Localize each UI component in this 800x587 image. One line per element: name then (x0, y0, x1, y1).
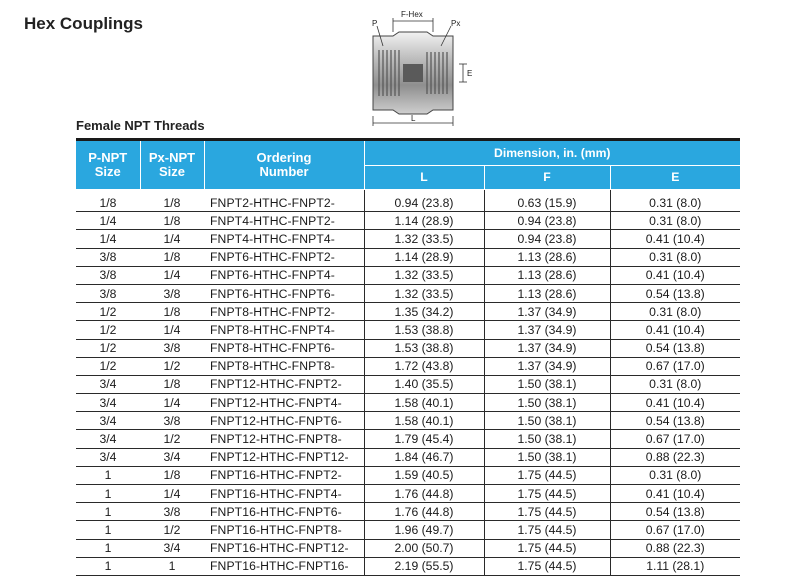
dimension-f-cell: 1.75 (44.5) (484, 466, 610, 484)
label-l: L (411, 114, 416, 123)
ordering-number-cell: FNPT2-HTHC-FNPT2- (204, 190, 364, 212)
table-row (76, 357, 740, 375)
p-npt-size-cell: 1/2 (76, 339, 140, 357)
header-e: E (610, 166, 740, 190)
header-p-npt-size: P-NPT Size (76, 140, 140, 190)
dimension-e-cell: 0.88 (22.3) (610, 448, 740, 466)
table-row (76, 212, 740, 230)
p-npt-size-cell: 1/4 (76, 230, 140, 248)
table-row (76, 521, 740, 539)
px-npt-size-cell: 3/8 (140, 412, 204, 430)
dimension-l-cell: 1.58 (40.1) (364, 394, 484, 412)
dimension-e-cell: 0.31 (8.0) (610, 466, 740, 484)
p-npt-size-cell: 1 (76, 485, 140, 503)
px-npt-size-cell: 1/2 (140, 521, 204, 539)
dimension-e-cell: 0.31 (8.0) (610, 375, 740, 393)
px-npt-size-cell: 1/4 (140, 266, 204, 284)
px-npt-size-cell: 1/4 (140, 485, 204, 503)
table-row (76, 321, 740, 339)
ordering-number-cell: FNPT6-HTHC-FNPT2- (204, 248, 364, 266)
dimension-f-cell: 1.75 (44.5) (484, 503, 610, 521)
px-npt-size-cell: 3/4 (140, 448, 204, 466)
px-npt-size-cell: 1/4 (140, 230, 204, 248)
dimension-f-cell: 1.50 (38.1) (484, 448, 610, 466)
ordering-number-cell: FNPT16-HTHC-FNPT2- (204, 466, 364, 484)
dimension-f-cell: 1.50 (38.1) (484, 394, 610, 412)
table-row (76, 375, 740, 393)
p-npt-size-cell: 1 (76, 466, 140, 484)
p-npt-size-cell: 1 (76, 557, 140, 575)
dimension-e-cell: 1.11 (28.1) (610, 557, 740, 575)
ordering-number-cell: FNPT6-HTHC-FNPT4- (204, 266, 364, 284)
px-npt-size-cell: 3/8 (140, 339, 204, 357)
px-npt-size-cell: 1/2 (140, 430, 204, 448)
dimension-e-cell: 0.31 (8.0) (610, 303, 740, 321)
px-npt-size-cell: 1/8 (140, 248, 204, 266)
label-p: P (372, 19, 378, 28)
px-npt-size-cell: 3/8 (140, 284, 204, 302)
dimension-e-cell: 0.67 (17.0) (610, 521, 740, 539)
ordering-number-cell: FNPT16-HTHC-FNPT8- (204, 521, 364, 539)
dimension-f-cell: 1.13 (28.6) (484, 284, 610, 302)
dimension-l-cell: 1.32 (33.5) (364, 230, 484, 248)
dimension-f-cell: 1.75 (44.5) (484, 521, 610, 539)
dimension-l-cell: 1.53 (38.8) (364, 339, 484, 357)
p-npt-size-cell: 1/2 (76, 303, 140, 321)
label-px: Px (451, 19, 461, 28)
specifications-table (76, 138, 740, 576)
table-row (76, 448, 740, 466)
dimension-e-cell: 0.31 (8.0) (610, 248, 740, 266)
p-npt-size-cell: 1/2 (76, 357, 140, 375)
dimension-f-cell: 1.37 (34.9) (484, 339, 610, 357)
p-npt-size-cell: 1/4 (76, 212, 140, 230)
ordering-number-cell: FNPT4-HTHC-FNPT4- (204, 230, 364, 248)
dimension-e-cell: 0.67 (17.0) (610, 430, 740, 448)
table-row (76, 430, 740, 448)
dimension-l-cell: 1.72 (43.8) (364, 357, 484, 375)
table-row (76, 485, 740, 503)
dimension-l-cell: 1.40 (35.5) (364, 375, 484, 393)
table-row (76, 303, 740, 321)
dimension-l-cell: 2.00 (50.7) (364, 539, 484, 557)
dimension-l-cell: 1.32 (33.5) (364, 284, 484, 302)
table-row (76, 557, 740, 575)
dimension-e-cell: 0.54 (13.8) (610, 503, 740, 521)
table-row (76, 230, 740, 248)
dimension-l-cell: 1.59 (40.5) (364, 466, 484, 484)
ordering-number-cell: FNPT12-HTHC-FNPT4- (204, 394, 364, 412)
dimension-e-cell: 0.88 (22.3) (610, 539, 740, 557)
px-npt-size-cell: 1/8 (140, 212, 204, 230)
px-npt-size-cell: 3/4 (140, 539, 204, 557)
px-npt-size-cell: 1/8 (140, 190, 204, 212)
dimension-l-cell: 1.79 (45.4) (364, 430, 484, 448)
p-npt-size-cell: 3/8 (76, 248, 140, 266)
px-npt-size-cell: 1 (140, 557, 204, 575)
p-npt-size-cell: 1/2 (76, 321, 140, 339)
header-dimension: Dimension, in. (mm) (364, 140, 740, 166)
p-npt-size-cell: 1 (76, 539, 140, 557)
ordering-number-cell: FNPT8-HTHC-FNPT6- (204, 339, 364, 357)
ordering-number-cell: FNPT16-HTHC-FNPT6- (204, 503, 364, 521)
dimension-e-cell: 0.54 (13.8) (610, 412, 740, 430)
px-npt-size-cell: 1/8 (140, 375, 204, 393)
ordering-number-cell: FNPT16-HTHC-FNPT12- (204, 539, 364, 557)
dimension-l-cell: 1.76 (44.8) (364, 485, 484, 503)
dimension-f-cell: 0.94 (23.8) (484, 230, 610, 248)
dimension-f-cell: 1.75 (44.5) (484, 539, 610, 557)
dimension-f-cell: 1.37 (34.9) (484, 303, 610, 321)
dimension-f-cell: 1.13 (28.6) (484, 266, 610, 284)
section-subtitle: Female NPT Threads (76, 118, 205, 133)
ordering-number-cell: FNPT8-HTHC-FNPT2- (204, 303, 364, 321)
dimension-f-cell: 1.37 (34.9) (484, 357, 610, 375)
dimension-l-cell: 1.35 (34.2) (364, 303, 484, 321)
ordering-number-cell: FNPT6-HTHC-FNPT6- (204, 284, 364, 302)
p-npt-size-cell: 1 (76, 503, 140, 521)
dimension-l-cell: 1.84 (46.7) (364, 448, 484, 466)
dimension-e-cell: 0.67 (17.0) (610, 357, 740, 375)
table-row (76, 412, 740, 430)
p-npt-size-cell: 3/8 (76, 266, 140, 284)
p-npt-size-cell: 3/4 (76, 430, 140, 448)
dimension-f-cell: 1.50 (38.1) (484, 375, 610, 393)
px-npt-size-cell: 1/8 (140, 466, 204, 484)
dimension-f-cell: 0.63 (15.9) (484, 190, 610, 212)
dimension-e-cell: 0.31 (8.0) (610, 212, 740, 230)
dimension-f-cell: 1.75 (44.5) (484, 485, 610, 503)
px-npt-size-cell: 1/2 (140, 357, 204, 375)
p-npt-size-cell: 1 (76, 521, 140, 539)
header-ordering-number: Ordering Number (204, 140, 364, 190)
dimension-f-cell: 1.37 (34.9) (484, 321, 610, 339)
px-npt-size-cell: 3/8 (140, 503, 204, 521)
dimension-e-cell: 0.54 (13.8) (610, 339, 740, 357)
p-npt-size-cell: 3/4 (76, 394, 140, 412)
dimension-e-cell: 0.41 (10.4) (610, 321, 740, 339)
ordering-number-cell: FNPT4-HTHC-FNPT2- (204, 212, 364, 230)
table-row (76, 190, 740, 212)
coupling-diagram (355, 6, 485, 128)
dimension-e-cell: 0.54 (13.8) (610, 284, 740, 302)
dimension-l-cell: 1.96 (49.7) (364, 521, 484, 539)
table-row (76, 466, 740, 484)
ordering-number-cell: FNPT8-HTHC-FNPT8- (204, 357, 364, 375)
ordering-number-cell: FNPT16-HTHC-FNPT4- (204, 485, 364, 503)
dimension-l-cell: 1.53 (38.8) (364, 321, 484, 339)
table-row (76, 284, 740, 302)
dimension-e-cell: 0.41 (10.4) (610, 394, 740, 412)
dimension-l-cell: 1.14 (28.9) (364, 212, 484, 230)
dimension-f-cell: 1.13 (28.6) (484, 248, 610, 266)
table-row (76, 339, 740, 357)
header-f: F (484, 166, 610, 190)
ordering-number-cell: FNPT12-HTHC-FNPT6- (204, 412, 364, 430)
header-l: L (364, 166, 484, 190)
dimension-e-cell: 0.41 (10.4) (610, 266, 740, 284)
ordering-number-cell: FNPT12-HTHC-FNPT12- (204, 448, 364, 466)
table-row (76, 394, 740, 412)
dimension-l-cell: 2.19 (55.5) (364, 557, 484, 575)
p-npt-size-cell: 3/8 (76, 284, 140, 302)
table-row (76, 248, 740, 266)
dimension-l-cell: 1.32 (33.5) (364, 266, 484, 284)
table-row (76, 539, 740, 557)
ordering-number-cell: FNPT8-HTHC-FNPT4- (204, 321, 364, 339)
p-npt-size-cell: 3/4 (76, 448, 140, 466)
ordering-number-cell: FNPT12-HTHC-FNPT2- (204, 375, 364, 393)
dimension-e-cell: 0.41 (10.4) (610, 485, 740, 503)
px-npt-size-cell: 1/4 (140, 321, 204, 339)
label-f-hex: F-Hex (401, 10, 423, 19)
dimension-f-cell: 1.75 (44.5) (484, 557, 610, 575)
dimension-f-cell: 1.50 (38.1) (484, 412, 610, 430)
dimension-f-cell: 1.50 (38.1) (484, 430, 610, 448)
dimension-f-cell: 0.94 (23.8) (484, 212, 610, 230)
dimension-l-cell: 0.94 (23.8) (364, 190, 484, 212)
dimension-l-cell: 1.58 (40.1) (364, 412, 484, 430)
px-npt-size-cell: 1/4 (140, 394, 204, 412)
table-row (76, 266, 740, 284)
dimension-e-cell: 0.41 (10.4) (610, 230, 740, 248)
p-npt-size-cell: 3/4 (76, 412, 140, 430)
p-npt-size-cell: 3/4 (76, 375, 140, 393)
table-row (76, 503, 740, 521)
dimension-e-cell: 0.31 (8.0) (610, 190, 740, 212)
label-e: E (467, 69, 473, 78)
px-npt-size-cell: 1/8 (140, 303, 204, 321)
dimension-l-cell: 1.14 (28.9) (364, 248, 484, 266)
page-title: Hex Couplings (24, 14, 144, 33)
p-npt-size-cell: 1/8 (76, 190, 140, 212)
header-px-npt-size: Px-NPT Size (140, 140, 204, 190)
ordering-number-cell: FNPT12-HTHC-FNPT8- (204, 430, 364, 448)
ordering-number-cell: FNPT16-HTHC-FNPT16- (204, 557, 364, 575)
dimension-l-cell: 1.76 (44.8) (364, 503, 484, 521)
